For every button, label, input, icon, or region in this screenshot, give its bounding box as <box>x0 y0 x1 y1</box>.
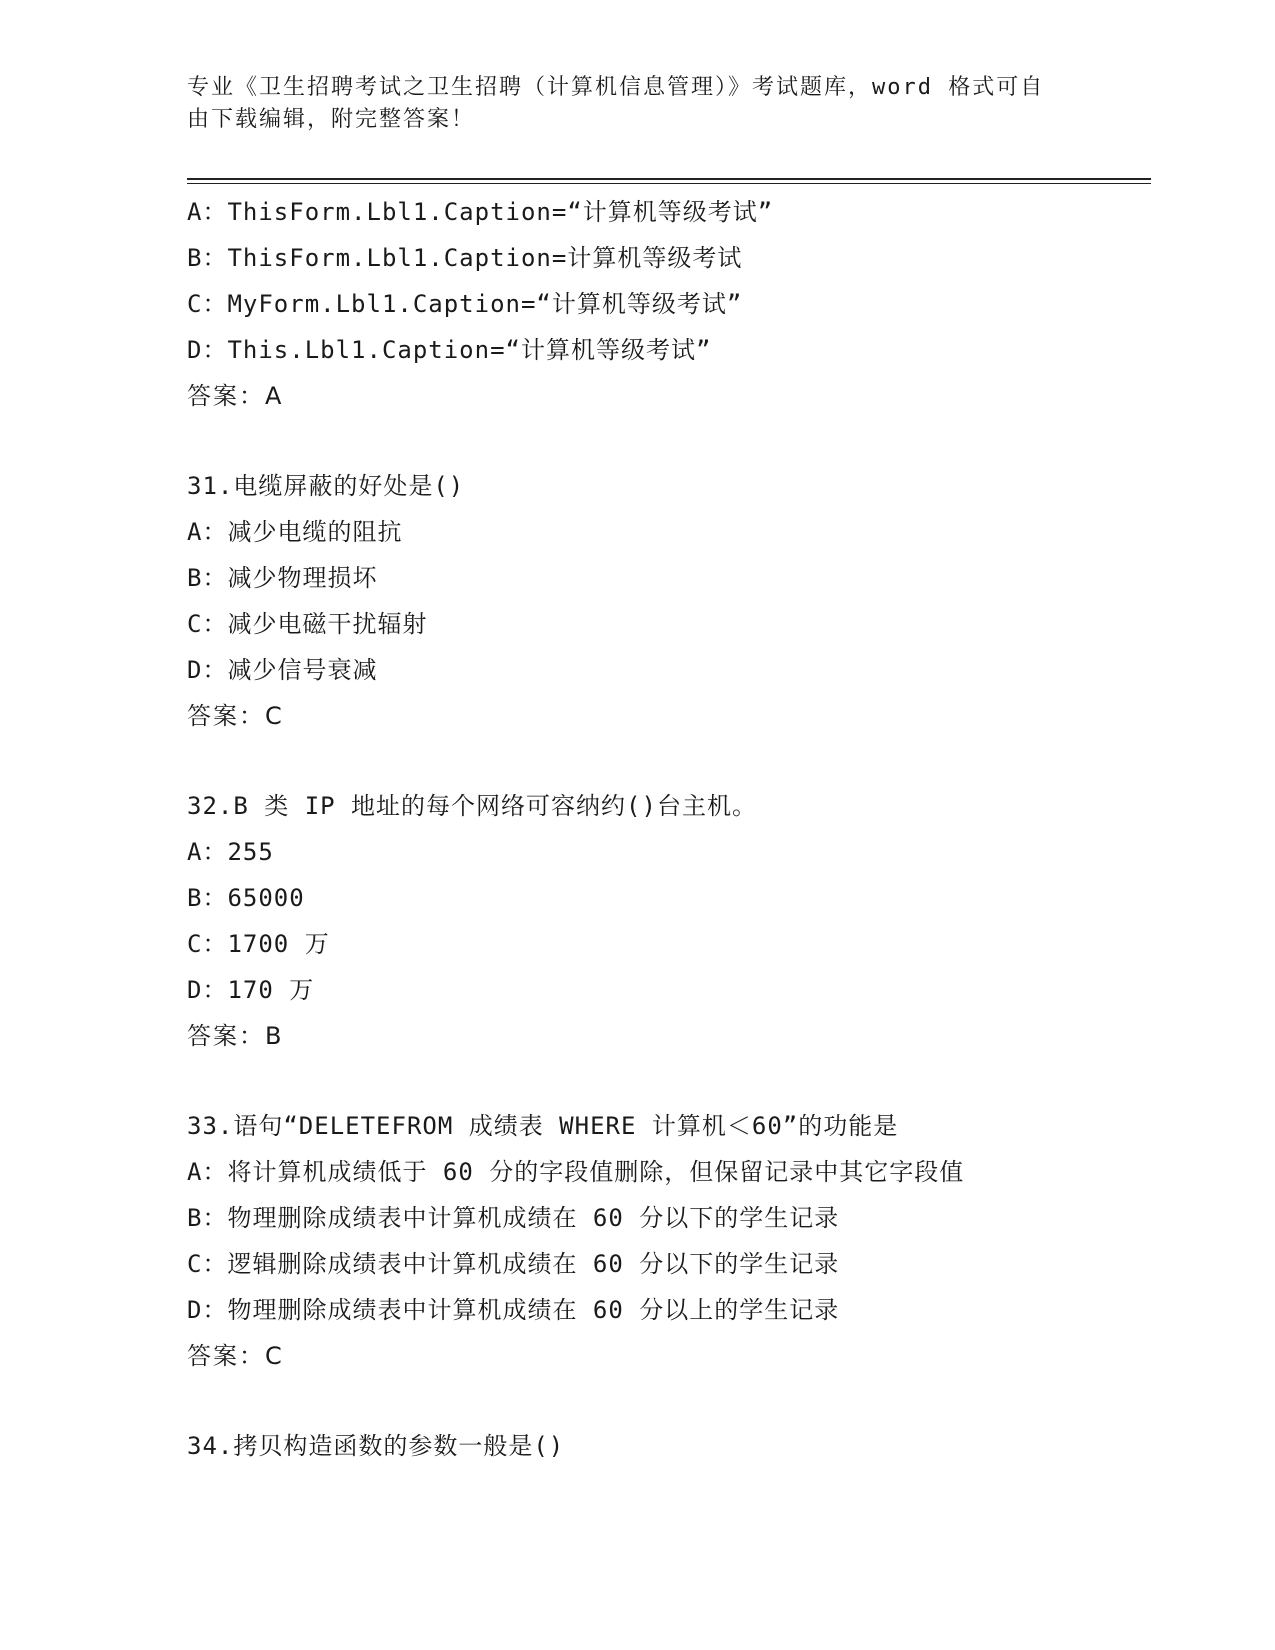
option-d: D：减少信号衰减 <box>187 656 378 684</box>
header-divider-thick <box>187 178 1151 180</box>
option-b: B：减少物理损坏 <box>187 564 378 592</box>
question-31 <box>187 463 1147 739</box>
option-a: A：255 <box>187 838 274 866</box>
question-list <box>187 189 1147 1469</box>
header-line-1: 专业《卫生招聘考试之卫生招聘（计算机信息管理）》考试题库，word 格式可自 <box>187 75 1045 100</box>
question-33 <box>187 1103 1147 1379</box>
answer: 答案：B <box>187 1022 284 1050</box>
question-30 <box>187 189 1147 419</box>
question-text: 31.电缆屏蔽的好处是() <box>187 472 465 500</box>
question-text: 33.语句“DELETEFROM 成绩表 WHERE 计算机＜60”的功能是 <box>187 1112 899 1140</box>
question-34 <box>187 1423 1147 1469</box>
option-d: D：170 万 <box>187 976 315 1004</box>
option-c: C：减少电磁干扰辐射 <box>187 610 428 638</box>
option-b: B：65000 <box>187 884 305 912</box>
question-32 <box>187 783 1147 1059</box>
option-a: A：减少电缆的阻抗 <box>187 518 403 546</box>
option-a: A：ThisForm.Lbl1.Caption=“计算机等级考试” <box>187 198 774 226</box>
option-b: B：物理删除成绩表中计算机成绩在 60 分以下的学生记录 <box>187 1204 840 1232</box>
document-header <box>187 72 1077 136</box>
header-line-2: 由下载编辑，附完整答案！ <box>187 107 476 132</box>
option-a: A：将计算机成绩低于 60 分的字段值删除，但保留记录中其它字段值 <box>187 1158 965 1186</box>
option-d: D：This.Lbl1.Caption=“计算机等级考试” <box>187 336 712 364</box>
option-d: D：物理删除成绩表中计算机成绩在 60 分以上的学生记录 <box>187 1296 840 1324</box>
answer: 答案：C <box>187 1342 284 1370</box>
question-text: 32.B 类 IP 地址的每个网络可容纳约()台主机。 <box>187 792 757 820</box>
answer: 答案：A <box>187 382 284 410</box>
option-c: C：逻辑删除成绩表中计算机成绩在 60 分以下的学生记录 <box>187 1250 840 1278</box>
option-b: B：ThisForm.Lbl1.Caption=计算机等级考试 <box>187 244 743 272</box>
header-divider-thin <box>187 183 1151 184</box>
option-c: C：1700 万 <box>187 930 330 958</box>
option-c: C：MyForm.Lbl1.Caption=“计算机等级考试” <box>187 290 743 318</box>
question-text: 34.拷贝构造函数的参数一般是() <box>187 1432 565 1460</box>
answer: 答案：C <box>187 702 284 730</box>
